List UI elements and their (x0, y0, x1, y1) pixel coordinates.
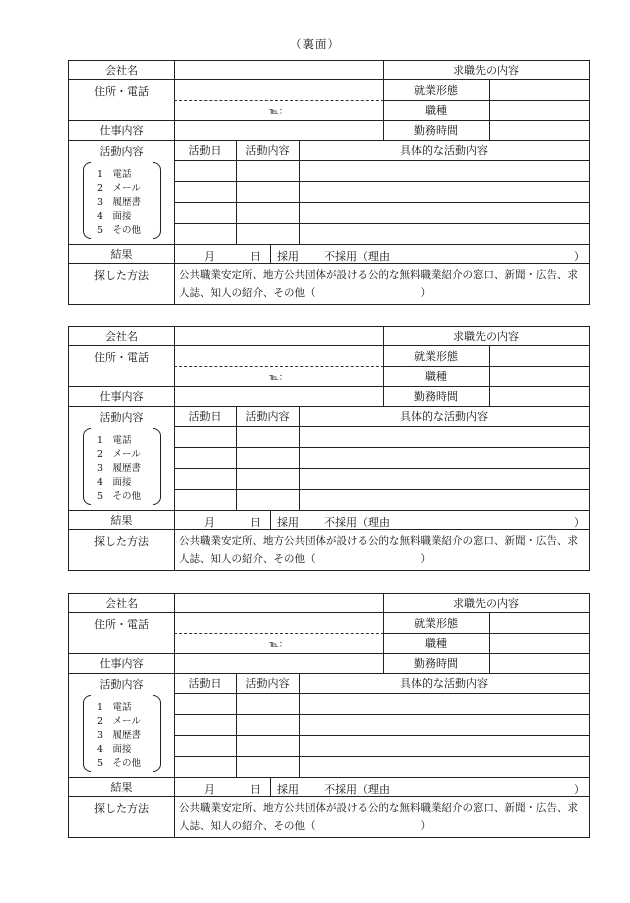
phone-field[interactable] (174, 101, 384, 121)
activity-item-interview: 4 面接 (97, 211, 132, 222)
work-hours-field[interactable] (489, 386, 590, 407)
activity-type-field[interactable] (236, 468, 300, 490)
activity-date-field[interactable] (174, 426, 237, 448)
result-close-paren: ） (574, 250, 585, 263)
company-name-field[interactable] (174, 593, 384, 613)
activity-type-field[interactable] (236, 714, 300, 736)
activity-content-header: 活動内容 (236, 140, 300, 161)
job-search-record-block (68, 593, 590, 838)
method-label: 探した方法 (68, 796, 175, 838)
activity-type-field[interactable] (236, 489, 300, 511)
activity-date-header: 活動日 (174, 406, 237, 427)
address-phone-label: 住所・電話 (68, 345, 175, 387)
result-close-paren: ） (574, 516, 585, 529)
employment-type-label: 就業形態 (383, 612, 490, 634)
activity-date-field[interactable] (174, 223, 237, 245)
activity-date-header: 活動日 (174, 673, 237, 694)
activity-date-field[interactable] (174, 160, 237, 182)
activity-item-email: 2 メール (97, 183, 141, 194)
activity-detail-field[interactable] (299, 160, 590, 182)
occupation-field[interactable] (489, 633, 590, 654)
activity-item-phone: 1 電話 (97, 435, 132, 446)
activity-date-field[interactable] (174, 693, 237, 715)
page-title: （裏面） (290, 37, 340, 51)
work-hours-field[interactable] (489, 120, 590, 141)
activity-item-other: 5 その他 (97, 225, 142, 236)
activity-content-label-cell (68, 406, 175, 511)
job-search-record-block (68, 60, 590, 305)
result-label: 結果 (68, 244, 175, 264)
method-label: 探した方法 (68, 263, 175, 305)
activity-content-label: 活動内容 (99, 678, 144, 691)
result-hired-label: 採用 (277, 783, 299, 796)
activity-type-field[interactable] (236, 223, 300, 245)
activity-item-other: 5 その他 (97, 758, 142, 769)
address-field[interactable] (174, 79, 384, 101)
activity-detail-field[interactable] (299, 468, 590, 490)
result-field[interactable] (174, 777, 590, 797)
work-content-label: 仕事内容 (68, 386, 175, 407)
result-field[interactable] (174, 244, 590, 264)
tel-label: ℡： (269, 107, 288, 117)
activity-type-field[interactable] (236, 693, 300, 715)
result-hired-label: 採用 (277, 250, 299, 263)
activity-content-header: 活動内容 (236, 673, 300, 694)
employment-type-label: 就業形態 (383, 79, 490, 101)
activity-type-list (83, 695, 161, 772)
activity-type-field[interactable] (236, 202, 300, 224)
activity-detail-field[interactable] (299, 714, 590, 736)
work-hours-label: 勤務時間 (383, 386, 490, 407)
job-details-header: 求職先の内容 (383, 593, 590, 613)
activity-detail-header: 具体的な活動内容 (299, 673, 590, 694)
tel-label: ℡： (269, 640, 288, 650)
result-divider (270, 777, 271, 796)
address-field[interactable] (174, 612, 384, 634)
company-name-field[interactable] (174, 60, 384, 80)
result-label: 結果 (68, 777, 175, 797)
activity-detail-field[interactable] (299, 756, 590, 778)
occupation-field[interactable] (489, 366, 590, 387)
method-options-text: 公共職業安定所、地方公共団体が設ける公的な無料職業紹介の窓口、新聞・広告、求人誌、知人の紹介、その他（ ） (174, 263, 590, 305)
activity-type-field[interactable] (236, 160, 300, 182)
right-paren-icon (153, 695, 161, 772)
activity-date-header: 活動日 (174, 140, 237, 161)
left-paren-icon (83, 428, 91, 505)
job-details-header: 求職先の内容 (383, 60, 590, 80)
address-field[interactable] (174, 345, 384, 367)
employment-type-field[interactable] (489, 79, 590, 101)
activity-date-field[interactable] (174, 202, 237, 224)
result-day-label: 日 (250, 250, 261, 263)
method-label: 探した方法 (68, 529, 175, 571)
activity-item-other: 5 その他 (97, 491, 142, 502)
activity-content-label: 活動内容 (99, 411, 144, 424)
company-name-label: 会社名 (68, 60, 175, 80)
method-options-text: 公共職業安定所、地方公共団体が設ける公的な無料職業紹介の窓口、新聞・広告、求人誌、知人の紹介、その他（ ） (174, 796, 590, 838)
activity-detail-field[interactable] (299, 735, 590, 757)
activity-item-email: 2 メール (97, 449, 141, 460)
tel-label: ℡： (269, 373, 288, 383)
result-month-label: 月 (204, 250, 215, 263)
work-content-label: 仕事内容 (68, 653, 175, 674)
employment-type-label: 就業形態 (383, 345, 490, 367)
activity-detail-field[interactable] (299, 223, 590, 245)
left-paren-icon (83, 695, 91, 772)
result-divider (270, 510, 271, 529)
phone-field[interactable] (174, 367, 384, 387)
result-not-hired-label: 不採用（理由 (324, 783, 390, 796)
activity-content-label: 活動内容 (99, 145, 144, 158)
work-content-field[interactable] (174, 653, 384, 674)
employment-type-field[interactable] (489, 345, 590, 367)
activity-type-field[interactable] (236, 426, 300, 448)
result-day-label: 日 (250, 783, 261, 796)
right-paren-icon (153, 162, 161, 239)
activity-item-resume: 3 履歴書 (97, 197, 142, 208)
activity-date-field[interactable] (174, 181, 237, 203)
activity-detail-field[interactable] (299, 693, 590, 715)
activity-detail-field[interactable] (299, 181, 590, 203)
right-paren-icon (153, 428, 161, 505)
activity-date-field[interactable] (174, 447, 237, 469)
activity-detail-field[interactable] (299, 447, 590, 469)
activity-item-resume: 3 履歴書 (97, 463, 142, 474)
company-name-field[interactable] (174, 326, 384, 346)
activity-date-field[interactable] (174, 489, 237, 511)
activity-detail-header: 具体的な活動内容 (299, 140, 590, 161)
occupation-field[interactable] (489, 100, 590, 121)
activity-item-interview: 4 面接 (97, 744, 132, 755)
activity-detail-field[interactable] (299, 202, 590, 224)
occupation-label: 職種 (383, 366, 490, 387)
work-content-label: 仕事内容 (68, 120, 175, 141)
result-day-label: 日 (250, 516, 261, 529)
activity-type-field[interactable] (236, 735, 300, 757)
activity-item-email: 2 メール (97, 716, 141, 727)
activity-date-field[interactable] (174, 756, 237, 778)
activity-type-field[interactable] (236, 756, 300, 778)
company-name-label: 会社名 (68, 326, 175, 346)
result-month-label: 月 (204, 783, 215, 796)
activity-content-header: 活動内容 (236, 406, 300, 427)
result-divider (270, 244, 271, 263)
activity-detail-header: 具体的な活動内容 (299, 406, 590, 427)
activity-detail-field[interactable] (299, 489, 590, 511)
activity-item-interview: 4 面接 (97, 477, 132, 488)
left-paren-icon (83, 162, 91, 239)
activity-date-field[interactable] (174, 468, 237, 490)
result-hired-label: 採用 (277, 516, 299, 529)
activity-type-field[interactable] (236, 447, 300, 469)
job-search-record-block (68, 326, 590, 571)
address-phone-label: 住所・電話 (68, 79, 175, 121)
activity-item-phone: 1 電話 (97, 702, 132, 713)
activity-type-list (83, 428, 161, 505)
occupation-label: 職種 (383, 100, 490, 121)
work-hours-label: 勤務時間 (383, 120, 490, 141)
activity-content-label-cell (68, 673, 175, 778)
activity-date-field[interactable] (174, 714, 237, 736)
activity-detail-field[interactable] (299, 426, 590, 448)
result-close-paren: ） (574, 783, 585, 796)
result-month-label: 月 (204, 516, 215, 529)
address-phone-label: 住所・電話 (68, 612, 175, 654)
activity-item-phone: 1 電話 (97, 169, 132, 180)
work-content-field[interactable] (174, 386, 384, 407)
result-label: 結果 (68, 510, 175, 530)
company-name-label: 会社名 (68, 593, 175, 613)
result-field[interactable] (174, 510, 590, 530)
job-details-header: 求職先の内容 (383, 326, 590, 346)
activity-date-field[interactable] (174, 735, 237, 757)
activity-item-resume: 3 履歴書 (97, 730, 142, 741)
work-content-field[interactable] (174, 120, 384, 141)
activity-content-label-cell (68, 140, 175, 245)
phone-field[interactable] (174, 634, 384, 654)
activity-type-field[interactable] (236, 181, 300, 203)
result-not-hired-label: 不採用（理由 (324, 250, 390, 263)
employment-type-field[interactable] (489, 612, 590, 634)
activity-type-list (83, 162, 161, 239)
work-hours-label: 勤務時間 (383, 653, 490, 674)
method-options-text: 公共職業安定所、地方公共団体が設ける公的な無料職業紹介の窓口、新聞・広告、求人誌、知人の紹介、その他（ ） (174, 529, 590, 571)
work-hours-field[interactable] (489, 653, 590, 674)
result-not-hired-label: 不採用（理由 (324, 516, 390, 529)
occupation-label: 職種 (383, 633, 490, 654)
